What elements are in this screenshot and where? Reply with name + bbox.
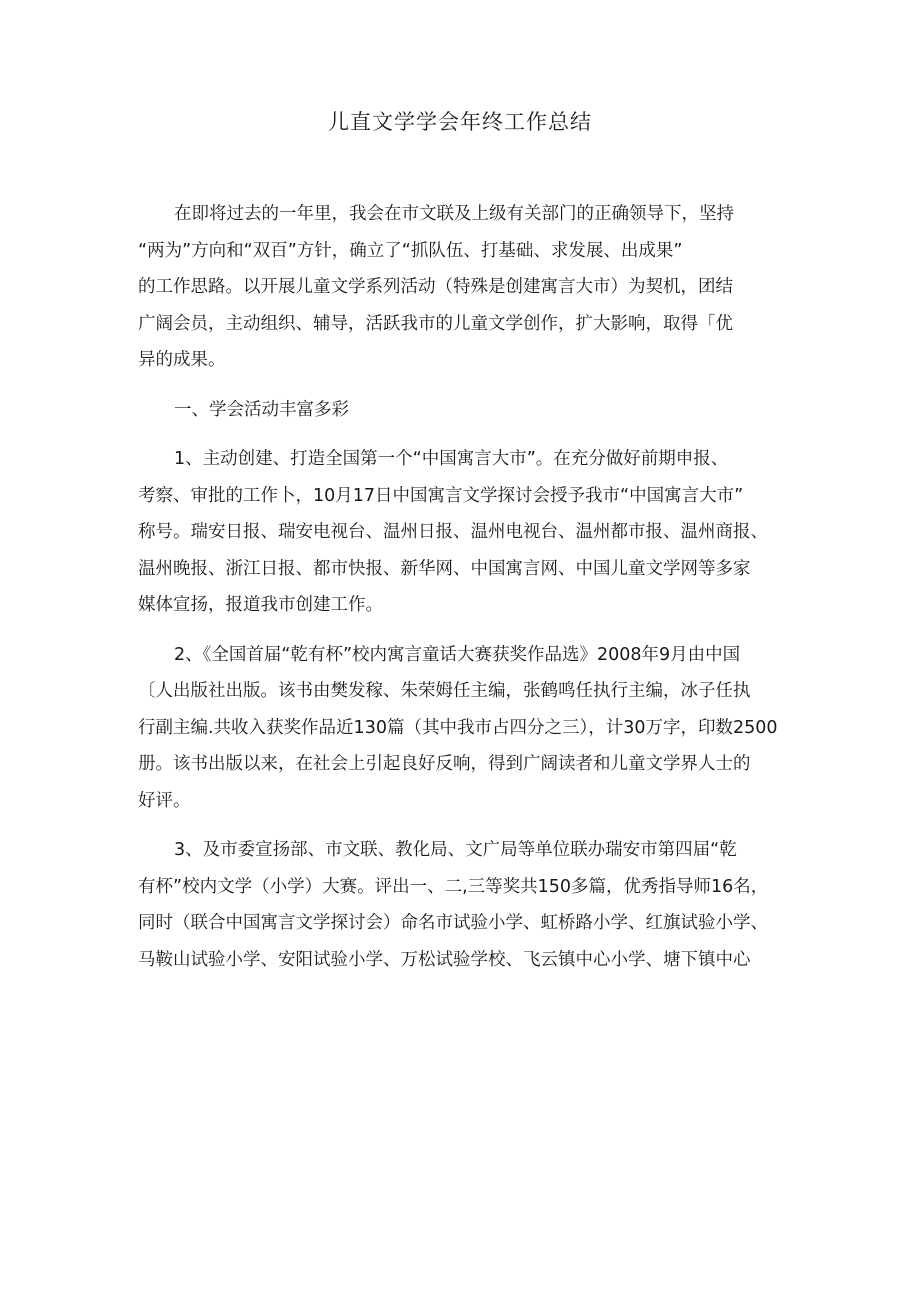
item-3-line: 马鞍山试验小学、安阳试验小学、万松试验学校、飞云镇中心小学、塘下镇中心 xyxy=(138,949,751,970)
intro-line: “两为”方向和“双百”方针，确立了“抓队伍、打基础、求发展、出成果” xyxy=(138,240,683,261)
item-2-line: 〔人出版社出版。该书由樊发稼、朱荣姆任主编，张鹤鸣任执行主编，冰子任执 xyxy=(138,681,751,701)
item-3-line: 3、及市委宣扬部、市文联、教化局、文广局等单位联办瑞安市第四届“乾 xyxy=(174,840,737,860)
item-3-paragraph xyxy=(138,832,786,978)
item-1-line: 考察、审批的工作卜，10月17日中国寓言文学探讨会授予我市“中国寓言大市” xyxy=(138,485,744,506)
item-1-line: 媒体宣扬，报道我市创建工作。 xyxy=(138,595,383,615)
item-2-line: 2、《全国首届“乾有杯”校内寓言童话大赛获奖作品选》2008年9月由中国 xyxy=(174,644,741,665)
item-2-line: 行副主编.共收入获奖作品近130篇（其中我市占四分之三），计30万字，印数2500 xyxy=(138,717,778,738)
item-3-line: 同时（联合中国寓言文学探讨会）命名市试验小学、虹桥路小学、红旗试验小学、 xyxy=(138,913,768,933)
intro-line: 广阔会员，主动组织、辅导，活跃我市的儿童文学创作，扩大影响，取得「优 xyxy=(138,313,733,334)
item-1-paragraph xyxy=(138,441,786,624)
intro-line: 在即将过去的一年里，我会在市文联及上级有关部门的正确领导下，坚持 xyxy=(174,204,734,224)
intro-line: 的工作思路。以开展儿童文学系列活动（特殊是创建寓言大市）为契机，团结 xyxy=(138,277,733,297)
intro-paragraph xyxy=(138,196,786,379)
document-title: 儿直文学学会年终工作总结 xyxy=(328,110,592,134)
item-2-paragraph xyxy=(138,637,786,820)
section-heading: 一、学会活动丰富多彩 xyxy=(174,399,349,420)
item-1-line: 称号。瑞安日报、瑞安电视台、温州日报、温州电视台、温州都市报、温州商报、 xyxy=(138,522,768,542)
document-body xyxy=(138,196,786,978)
item-3-line: 有杯”校内文学（小学）大赛。评出一、二,三等奖共150多篇，优秀指导师16名， xyxy=(138,876,769,897)
item-1-line: 1、主动创建、打造全国第一个“中国寓言大市”。在充分做好前期申报、 xyxy=(174,449,729,469)
item-1-line: 温州晚报、浙江日报、都市快报、新华网、中国寓言网、中国儿童文学网等多家 xyxy=(138,558,751,579)
intro-line: 异的成果。 xyxy=(138,350,226,370)
item-2-line: 好评。 xyxy=(138,790,191,811)
item-2-line: 册。该书出版以来，在社会上引起良好反响，得到广阔读者和儿童文学界人士的 xyxy=(138,754,751,774)
